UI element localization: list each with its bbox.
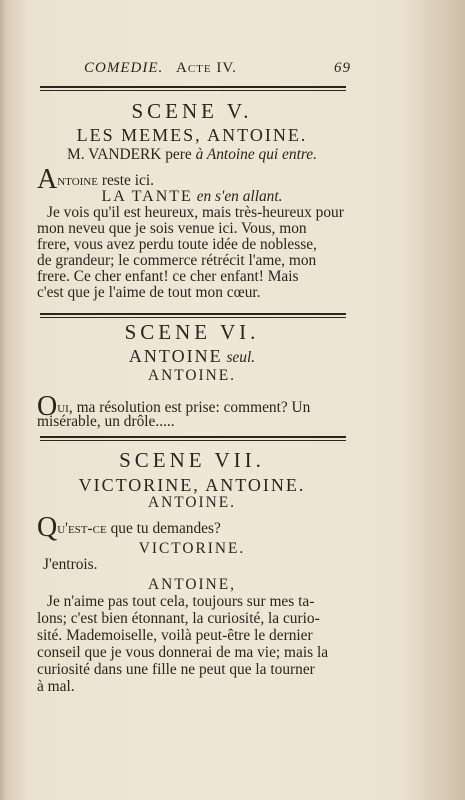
scene-7-speaker-3: ANTOINE,: [148, 576, 236, 593]
page-number: 69: [334, 60, 351, 76]
header-act: Acte IV.: [176, 60, 238, 76]
aunt-line: frere, vous avez perdu toute idée de noblesse,: [37, 236, 317, 253]
scene-6-direction: seul.: [226, 349, 256, 366]
antoine-line: sité. Mademoiselle, voilà peut-être le dernier: [37, 627, 313, 644]
scene-7-title: SCENE VII.: [119, 448, 265, 472]
drop-initial: Q: [37, 512, 58, 543]
scene-5-line-1: Antoine reste ici.: [37, 164, 154, 195]
header-rule: [40, 86, 346, 91]
aunt-line: de grandeur; le commerce rétrécit l'ame, mon: [37, 252, 317, 269]
antoine-line: conseil que je vous donnerai de ma vie; mais la: [37, 644, 329, 661]
scene-5-characters: LES MEMES, ANTOINE.: [76, 125, 308, 145]
scene-divider: [40, 313, 346, 318]
antoine-line: Je n'aime pas tout cela, toujours sur mes ta-: [47, 593, 315, 610]
antoine-line: curiosité dans une fille ne peut que la tourner: [37, 661, 315, 678]
scene-7-characters: VICTORINE, ANTOINE.: [78, 475, 306, 495]
aunt-direction: en s'en allant.: [196, 188, 283, 205]
scene-5-speaker-line: [37, 147, 347, 163]
drop-initial: A: [37, 164, 58, 195]
header-title: COMEDIE.: [84, 60, 164, 76]
aunt-speaker: LA TANTE: [101, 188, 193, 205]
aunt-line: c'est que je l'aime de tout mon cœur.: [37, 284, 261, 301]
scene-6-line-2: misérable, un drôle.....: [37, 413, 175, 430]
scene-7-line-2: J'entrois.: [43, 556, 98, 573]
aunt-line: mon neveu que je sois venue ici. Vous, mon: [37, 220, 307, 237]
scene-5-speaker: M. VANDERK pere: [67, 146, 192, 163]
scene-6-line-1: Oui, ma résolution est prise: comment? Un: [37, 391, 311, 422]
drop-initial: O: [37, 391, 58, 422]
scene-6-characters-line: [37, 348, 347, 366]
scene-5-direction: à Antoine qui entre.: [195, 146, 317, 163]
antoine-line: lons; c'est bien étonnant, la curiosité, la curio-: [37, 610, 320, 627]
scene-6-characters: ANTOINE: [128, 346, 223, 366]
scene-5-title: SCENE V.: [131, 99, 253, 123]
aunt-line: Je vois qu'il est heureux, mais très-heureux pour: [47, 204, 344, 221]
scene-6-title: SCENE VI.: [124, 320, 260, 344]
antoine-line: à mal.: [37, 678, 75, 695]
scene-divider: [40, 436, 346, 441]
aunt-line: frere. Ce cher enfant! ce cher enfant! Mais: [37, 268, 299, 285]
scene-7-line-1: Qu'est-ce que tu demandes?: [37, 512, 221, 543]
scene-7-speaker-1: ANTOINE.: [148, 494, 236, 511]
aunt-speaker-line: [37, 189, 347, 205]
scene-7-speaker-2: VICTORINE.: [138, 540, 246, 557]
scene-6-speaker: ANTOINE.: [148, 367, 236, 384]
running-header: [84, 60, 354, 77]
